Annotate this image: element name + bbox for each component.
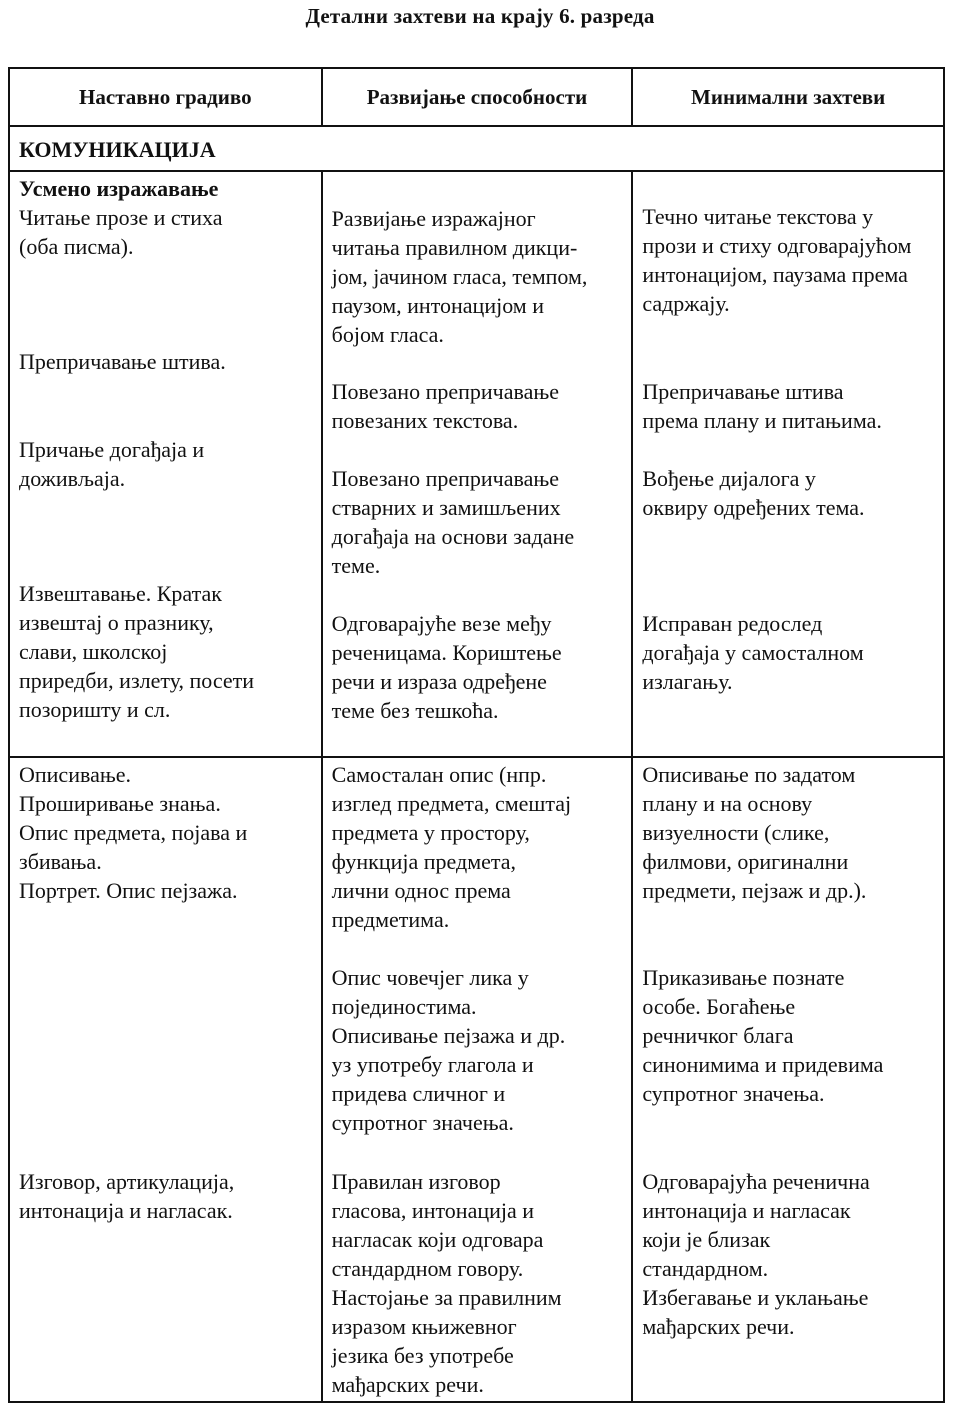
list-item: Препричавање штива. xyxy=(19,349,226,374)
list-item: Извештавање. Кратак извештај о празнику, слави, школској приредби, излету, посети позоришту и сл. xyxy=(19,581,255,722)
list-item: Причање догађаја и доживљаја. xyxy=(19,437,205,491)
list-item: Самосталан опис (нпр. изглед предмета, смештај предмета у простору, функција предмета, лични однос према предметима. xyxy=(331,762,572,932)
list-item: Правилан изговор гласова, интонација и нагласак који одговара стандардном говору. Настојање за правилним изразом књижевног језика без употребе мађарских речи. xyxy=(331,1169,562,1397)
table-row xyxy=(9,757,944,1402)
table-row xyxy=(9,171,944,757)
list-item: Описивање по задатом плану и на основу визуелности (слике, филмови, оригинални предмети, пејзаж и др.). xyxy=(642,762,867,903)
list-item: Описивање. Проширивање знања. Опис предмета, појава и збивања. Портрет. Опис пејзажа. xyxy=(19,762,248,903)
section-row xyxy=(9,126,944,171)
list-item: Повезано препричавање стварних и замишљених догађаја на основи задане теме. xyxy=(331,466,575,578)
row2-col1 xyxy=(9,757,322,1402)
header-row xyxy=(9,68,944,126)
list-item: Одговарајућа реченична интонација и нагласак који је близак стандардном. Избегавање и уклањање мађарских речи. xyxy=(642,1169,870,1339)
header-minimum: Минимални захтеви xyxy=(632,68,944,126)
row1-col3 xyxy=(632,171,944,757)
section-heading: КОМУНИКАЦИЈА xyxy=(9,126,944,171)
list-item: Приказивање познате особе. Богаћење речничког блага синонимима и придевима супротног значења. xyxy=(642,965,884,1106)
list-item: Исправан редослед догађаја у самосталном излагању. xyxy=(642,611,864,694)
list-item: Течно читање текстова у прози и стиху одговарајућом интонацијом, паузама према садржају. xyxy=(642,204,912,316)
row1-col1 xyxy=(9,171,322,757)
list-item: Препричавање штива према плану и питањима. xyxy=(642,379,882,433)
header-curriculum: Наставно градиво xyxy=(9,68,322,126)
list-item: Вођење дијалога у оквиру одређених тема. xyxy=(642,466,865,520)
list-item: Развијање изражајног читања правилном дикци- јом, јачином гласа, темпом, паузом, интонацијом и бојом гласа. xyxy=(331,206,588,347)
requirements-table xyxy=(8,67,945,1403)
subheading: Усмено изражавање xyxy=(19,176,219,201)
row1-col2 xyxy=(322,171,633,757)
header-skills: Развијање способности xyxy=(322,68,633,126)
row2-col3 xyxy=(632,757,944,1402)
list-item: Изговор, артикулација, интонација и нагласак. xyxy=(19,1169,235,1223)
list-item: Читање прозе и стиха (оба писма). xyxy=(19,205,223,259)
list-item: Повезано препричавање повезаних текстова. xyxy=(331,379,560,433)
page-title: Детални захтеви на крају 6. разреда xyxy=(305,4,655,28)
list-item: Одговарајуће везе међу реченицама. Кориштење речи и израза одређене теме без тешкоћа. xyxy=(331,611,562,723)
list-item: Опис човечјег лика у појединостима. Описивање пејзажа и др. уз употребу глагола и придева сличног и супротног значења. xyxy=(331,965,566,1135)
row2-col2 xyxy=(322,757,633,1402)
